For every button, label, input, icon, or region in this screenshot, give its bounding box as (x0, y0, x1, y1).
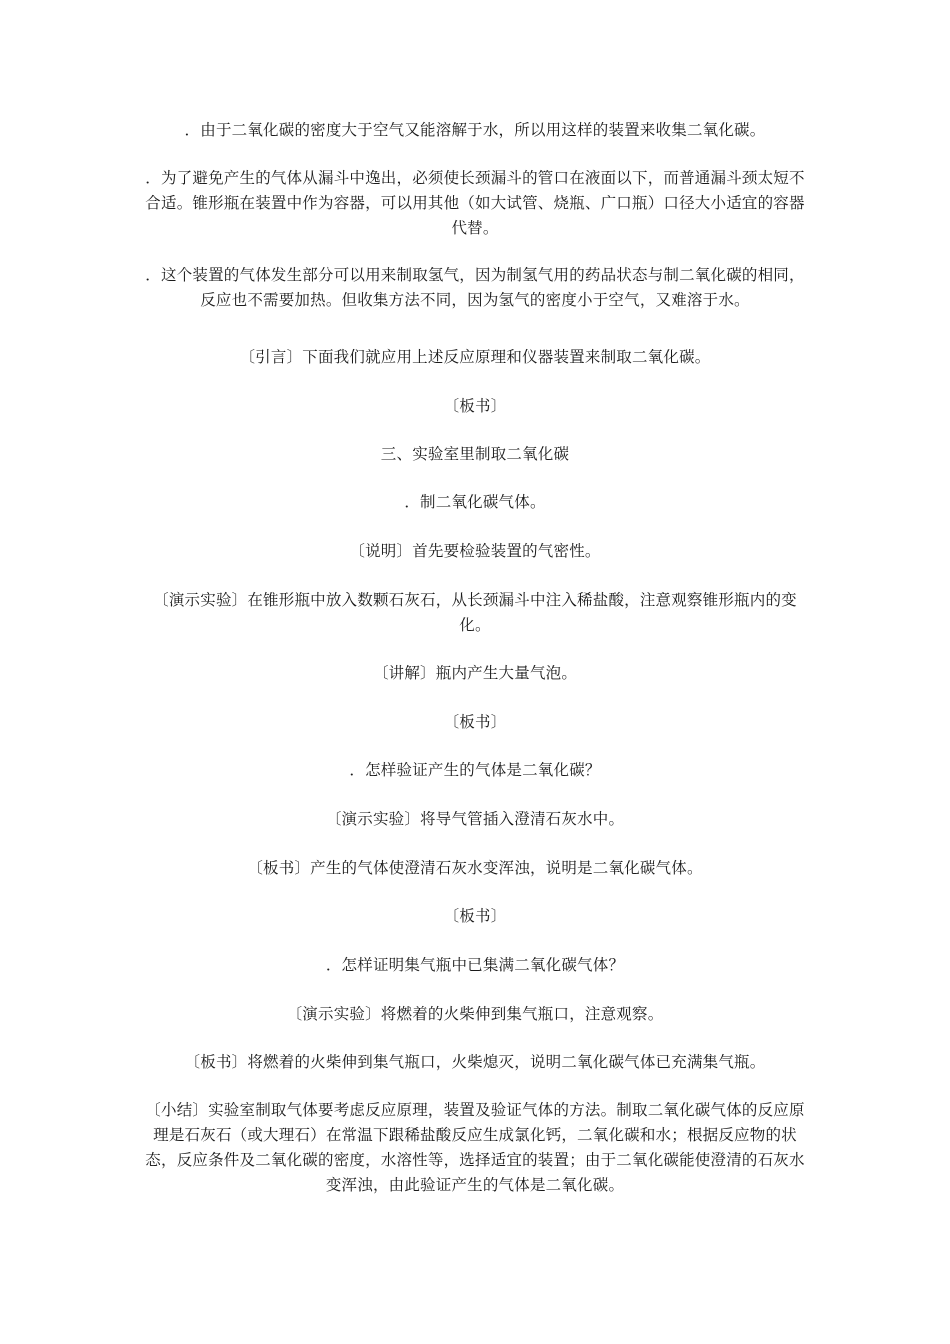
paragraph-demo-match: 〔演示实验〕将燃着的火柴伸到集气瓶口，注意观察。 (286, 1005, 664, 1023)
paragraph-summary: 〔小结〕实验室制取气体要考虑反应原理，装置及验证气体的方法。制取二氧化碳气体的反应原理是石灰石（或大理石）在常温下跟稀盐酸反应生成氯化钙，二氧化碳和水；根据反应物的状态，反应条件及二氧化碳的密度，水溶性等，选择适宜的装置；由于二氧化碳能使澄清的石灰水变浑浊，由此验证产生的气体是二氧化碳。 (145, 1101, 805, 1194)
paragraph-demo-limewater: 〔演示实验〕将导气管插入澄清石灰水中。 (325, 810, 625, 828)
paragraph-board-heading-2: 〔板书〕 (443, 713, 507, 731)
paragraph-verify-question: ．怎样验证产生的气体是二氧化碳？ (349, 761, 601, 779)
paragraph-board-heading: 〔板书〕 (443, 397, 507, 415)
paragraph-funnel-note: ．为了避免产生的气体从漏斗中逸出，必须使长颈漏斗的管口在液面以下，而普通漏斗颈太短不合适。锥形瓶在装置中作为容器，可以用其他（如大试管、烧瓶、广口瓶）口径大小适宜的容器代替。 (145, 169, 805, 237)
section-title: 三、实验室里制取二氧化碳 (380, 445, 570, 463)
paragraph-introduction: 〔引言〕下面我们就应用上述反应原理和仪器装置来制取二氧化碳。 (239, 348, 711, 366)
paragraph-demo-experiment: 〔演示实验〕在锥形瓶中放入数颗石灰石，从长颈漏斗中注入稀盐酸，注意观察锥形瓶内的变化。 (153, 591, 797, 634)
paragraph-airtightness: 〔说明〕首先要检验装置的气密性。 (349, 542, 601, 560)
paragraph-board-limewater: 〔板书〕产生的气体使澄清石灰水变浑浊，说明是二氧化碳气体。 (247, 859, 703, 877)
paragraph-explanation: 〔讲解〕瓶内产生大量气泡。 (372, 664, 578, 682)
paragraph-full-question: ．怎样证明集气瓶中已集满二氧化碳气体？ (325, 956, 625, 974)
paragraph-board-heading-3: 〔板书〕 (443, 907, 507, 925)
paragraph-co2-collection: ．由于二氧化碳的密度大于空气又能溶解于水，所以用这样的装置来收集二氧化碳。 (184, 121, 766, 139)
paragraph-board-match: 〔板书〕将燃着的火柴伸到集气瓶口，火柴熄灭，说明二氧化碳气体已充满集气瓶。 (184, 1053, 766, 1071)
paragraph-make-co2: ．制二氧化碳气体。 (404, 493, 546, 511)
paragraph-hydrogen-note: ．这个装置的气体发生部分可以用来制取氢气，因为制氢气用的药品状态与制二氧化碳的相同，反应也不需要加热。但收集方法不同，因为氢气的密度小于空气，又难溶于水。 (145, 266, 805, 309)
